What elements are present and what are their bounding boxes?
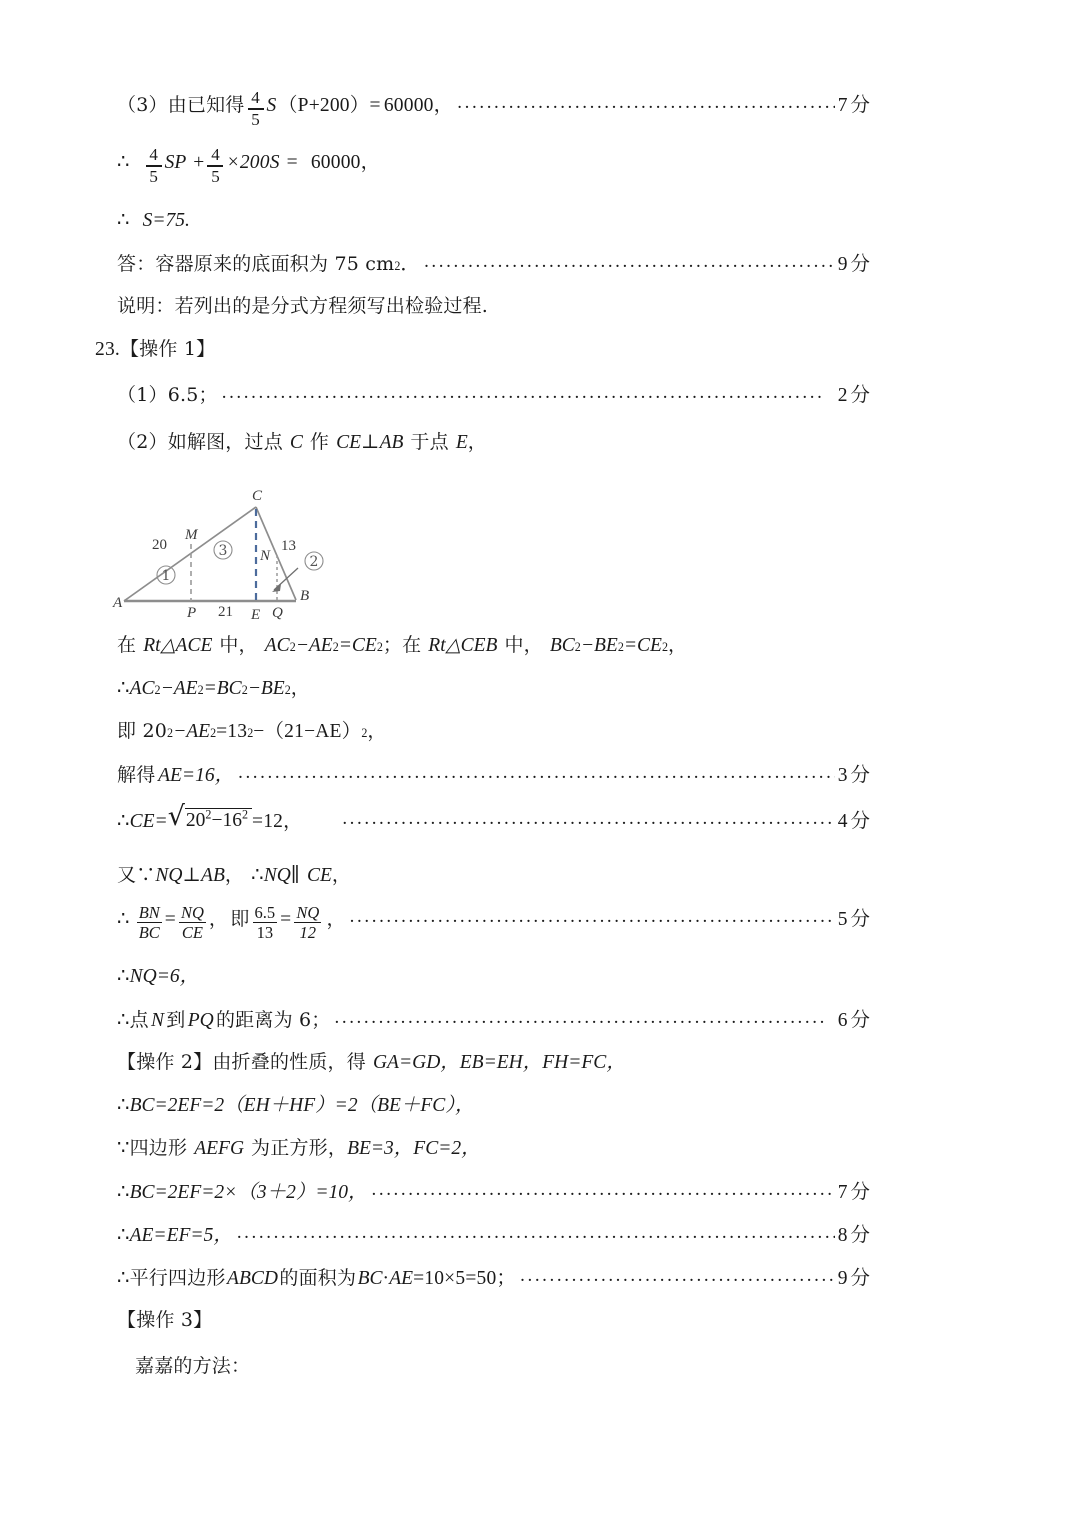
q22-answer-text: 答：容器原来的底面积为 75 cm (117, 253, 395, 275)
ae-value: AE=16， (158, 765, 235, 786)
therefore-symbol: ∴ (117, 678, 130, 699)
proof-line-8 (95, 967, 870, 1010)
point-label-q: Q (272, 605, 283, 621)
q22-part3-paren: （P+200）= (277, 95, 381, 116)
dot-leader (222, 383, 822, 402)
q22-therefore-line-1 (95, 145, 870, 211)
fraction-4-5-a: $\frac{4}{5}$ (248, 89, 264, 128)
dot-leader (238, 763, 835, 782)
proof-line-1: 在 Rt△ACE 中， AC 2 −AE 2 =CE 2 ；在 Rt△CEB 中， BC 2 −BE 2 =CE 2 ， (117, 634, 688, 656)
q23-number: 23. (95, 339, 120, 360)
op3-method-line (95, 1357, 870, 1400)
comma: ， (283, 810, 303, 832)
term-minus-ae: −AE (160, 678, 198, 699)
perpendicular-symbol: ⊥ (182, 865, 202, 886)
proof-line-5 (95, 800, 870, 866)
score-4: 4 分 (837, 809, 870, 832)
term-ac: AC (264, 635, 290, 656)
rt-ace-prefix: 在 (117, 634, 137, 656)
point-label-m: M (185, 527, 198, 543)
term-minus-be: −BE (580, 635, 618, 656)
term-sp: SP (164, 152, 187, 173)
score-3: 3 分 (837, 763, 870, 786)
because-symbol: ∵ (117, 1138, 130, 1159)
fraction-6-5-13: $\frac{6.5}{13}$ (254, 902, 276, 943)
q23-heading-line (95, 340, 870, 385)
point-c: C (289, 432, 303, 453)
term-eq-ce-2: =CE (623, 635, 662, 656)
nq-value: NQ=6， (129, 966, 200, 987)
term-minus-ae: −AE (295, 635, 333, 656)
q22-therefore-line-2 (95, 211, 870, 254)
comma: ， (367, 720, 387, 742)
q22-part3-s: S (266, 95, 277, 116)
dian-label: 点 (129, 1009, 149, 1031)
therefore-symbol: ∴ (117, 210, 130, 231)
proof-line-3: 即 20 2 −AE 2 =13 2 −（21−AE） 2 ， (117, 720, 387, 742)
q23-part2-intro-line (95, 433, 870, 476)
zhong-1: 中， (219, 634, 258, 656)
ji-20: 即 20 (117, 720, 168, 742)
q23-part1-label: （1）6.5； (117, 384, 218, 406)
op2-heading: 【操作 2】 (117, 1051, 213, 1073)
term-eq-13: =13 (216, 721, 248, 742)
be-fc-values: BE=3，FC=2， (347, 1138, 481, 1159)
segment-ce: CE (307, 865, 332, 886)
bc-expansion: BC=2EF=2（EH＋HF）=2（BE＋FC）， (129, 1095, 475, 1116)
triangle-diagram-svg (110, 483, 350, 628)
op2-line-1 (95, 1053, 870, 1096)
q23-op1-heading: 【操作 1】 (119, 338, 216, 360)
op2-fold-equalities: GA=GD，EB=EH，FH=FC， (372, 1052, 626, 1073)
proof-line-9 (95, 1010, 870, 1053)
comma: ， (208, 908, 229, 930)
score-6: 6 分 (837, 1008, 870, 1031)
q22-note-text: 说明：若列出的是分式方程须写出检验过程. (117, 295, 489, 317)
bc-value: BC=2EF=2×（3＋2）=10， (129, 1182, 368, 1203)
point-n: N (151, 1010, 165, 1031)
therefore-symbol: ∴ (117, 152, 130, 173)
score-7-a: 7 分 (837, 93, 870, 116)
q22-note-line (95, 297, 870, 340)
quadrilateral-label: 四边形 (129, 1137, 188, 1159)
therefore-symbol: ∴ (117, 966, 130, 987)
score-9-b: 9 分 (837, 1266, 870, 1289)
op2-fold-text: 由折叠的性质，得 (212, 1051, 366, 1073)
proof-line-6 (95, 866, 870, 909)
comma: ， (326, 908, 346, 930)
q22-s-value: S=75. (142, 210, 190, 231)
dot-leader (237, 1223, 835, 1242)
semicolon-zai: ；在 (382, 634, 422, 656)
area-value: =10×5=50； (413, 1268, 517, 1289)
perpendicular-symbol: ⊥ (361, 432, 380, 453)
part2-mid: 作 (309, 431, 330, 453)
multiply-dot: · (382, 1268, 390, 1289)
proof-line-2: ∴ AC 2 −AE 2 =BC 2 −BE 2 ， (117, 677, 310, 699)
region2-label: 2 (309, 554, 319, 570)
comma: ， (224, 864, 245, 886)
term-21-minus-ae: −（21−AE） (253, 721, 362, 742)
score-5: 5 分 (837, 907, 870, 930)
dot-leader (424, 252, 835, 271)
quad-abcd: ABCD (227, 1268, 278, 1289)
radicand-minus-16: −16 (211, 809, 242, 831)
length-label-20: 20 (152, 537, 167, 553)
term-bc: BC (549, 635, 575, 656)
fraction-nq-12: $\frac{NQ}{12}$ (296, 902, 320, 943)
op2-line-6 (95, 1268, 870, 1311)
quad-aefg: AEFG (194, 1138, 245, 1159)
therefore-symbol: ∴ (117, 1095, 130, 1116)
length-label-13: 13 (281, 538, 296, 554)
segment-ce: CE (336, 432, 362, 453)
q22-part3-prefix: （3）由已知得 (117, 94, 245, 116)
equals-operator: = (164, 909, 176, 930)
comma: ， (667, 634, 688, 656)
therefore-symbol: ∴ (117, 909, 130, 930)
proof-line-4 (95, 765, 870, 808)
vertex-label-c: C (252, 488, 263, 504)
therefore-symbol: ∴ (117, 1182, 130, 1203)
dot-leader (350, 907, 835, 926)
plus-operator: + (193, 152, 205, 173)
radicand-20: 20 (185, 809, 206, 831)
parallelogram-label: 平行四边形 (129, 1267, 226, 1289)
therefore-symbol: ∴ (117, 1268, 130, 1289)
term-minus-ae: −AE (173, 721, 211, 742)
vertex-label-a: A (113, 595, 123, 611)
op2-line-2 (95, 1096, 870, 1139)
comma: ， (331, 864, 352, 886)
superscript-2: 2 (241, 807, 248, 822)
answer-period: ． (400, 254, 421, 275)
segment-ae: AE (389, 1268, 414, 1289)
radicand (185, 808, 252, 831)
therefore-symbol: ∴ (251, 865, 264, 886)
segment-bc: BC (357, 1268, 383, 1289)
fraction-bn-bc: $\frac{BN}{BC}$ (138, 902, 160, 943)
ae-ef-value: AE=EF=5， (129, 1225, 233, 1246)
fraction-4-5-c: $\frac{4}{5}$ (207, 146, 223, 185)
dot-leader (372, 1180, 835, 1199)
dot-leader (335, 1008, 828, 1027)
term-eq-bc: =BC (203, 678, 242, 699)
q22-part3-value: 60000， (383, 95, 454, 116)
you-because: 又∵ (117, 864, 156, 886)
comma: ， (290, 677, 310, 699)
answer-body (95, 88, 870, 1400)
region3-label: 3 (218, 543, 228, 559)
term-60000: 60000， (310, 152, 381, 173)
therefore-symbol: ∴ (117, 811, 130, 832)
comma: ， (467, 431, 487, 453)
jiede-label: 解得 (117, 764, 156, 786)
therefore-symbol: ∴ (117, 1010, 130, 1031)
term-ac: AC (129, 678, 155, 699)
score-9-a: 9 分 (837, 252, 870, 275)
op3-heading: 【操作 3】 (117, 1309, 213, 1331)
segment-ac-line (124, 507, 256, 601)
ce-equals: CE= (129, 811, 168, 832)
score-7-b: 7 分 (837, 1180, 870, 1203)
dot-leader (457, 93, 834, 112)
equals-operator: = (280, 909, 292, 930)
op2-line-5 (95, 1225, 870, 1268)
dot-leader (520, 1266, 835, 1285)
segment-ab: AB (201, 865, 225, 886)
segment-pq: PQ (187, 1010, 214, 1031)
ji-label: 即 (230, 908, 250, 930)
proof-line-7 (95, 902, 870, 967)
therefore-symbol: ∴ (117, 1225, 130, 1246)
dao-label: 到 (166, 1009, 186, 1031)
square-root (167, 800, 252, 832)
fraction-nq-ce: $\frac{NQ}{CE}$ (180, 902, 204, 943)
op2-line-3 (95, 1139, 870, 1182)
rt-triangle-ceb: Rt△CEB (428, 635, 498, 656)
fraction-4-5-b: $\frac{4}{5}$ (146, 146, 162, 185)
term-200s: ×200S (226, 152, 280, 173)
score-2: 2 分 (837, 383, 870, 406)
parallel-symbol: ∥ (290, 865, 300, 886)
length-label-21: 21 (218, 604, 233, 620)
area-text: 的面积为 (279, 1267, 357, 1289)
op2-line-4 (95, 1182, 870, 1225)
part2-suffix: 于点 (410, 431, 449, 453)
superscript-2: 2 (205, 807, 212, 822)
point-label-e: E (251, 607, 261, 623)
point-label-n: N (260, 548, 271, 564)
q23-part1-line (95, 385, 870, 433)
equals-operator: = (286, 152, 298, 173)
zhong-2: 中， (504, 634, 543, 656)
term-minus-be: −BE (247, 678, 285, 699)
segment-nq: NQ (155, 865, 183, 886)
point-e: E (455, 432, 468, 453)
radical-sign: √ (167, 800, 185, 832)
part2-prefix: （2）如解图，过点 (117, 431, 283, 453)
jiajia-method-label: 嘉嘉的方法： (135, 1355, 251, 1377)
score-8: 8 分 (837, 1223, 870, 1246)
ce-result: =12 (252, 811, 284, 832)
geometry-figure (110, 483, 350, 628)
term-eq-ce: =CE (338, 635, 377, 656)
rt-triangle-ace: Rt△ACE (143, 635, 213, 656)
op3-heading-line (95, 1311, 870, 1357)
point-label-p: P (187, 605, 197, 621)
q22-answer-line: 答：容器原来的底面积为 75 cm 2 ． ..... 9 分 (95, 254, 870, 297)
distance-text: 的距离为 6； (215, 1009, 331, 1031)
is-square-text: 为正方形， (251, 1137, 348, 1159)
region1-label: 1 (161, 568, 171, 584)
dot-leader (342, 809, 834, 828)
vertex-label-b: B (300, 588, 310, 604)
q22-part3-line (95, 88, 870, 153)
segment-ab: AB (379, 432, 404, 453)
segment-nq: NQ (263, 865, 291, 886)
